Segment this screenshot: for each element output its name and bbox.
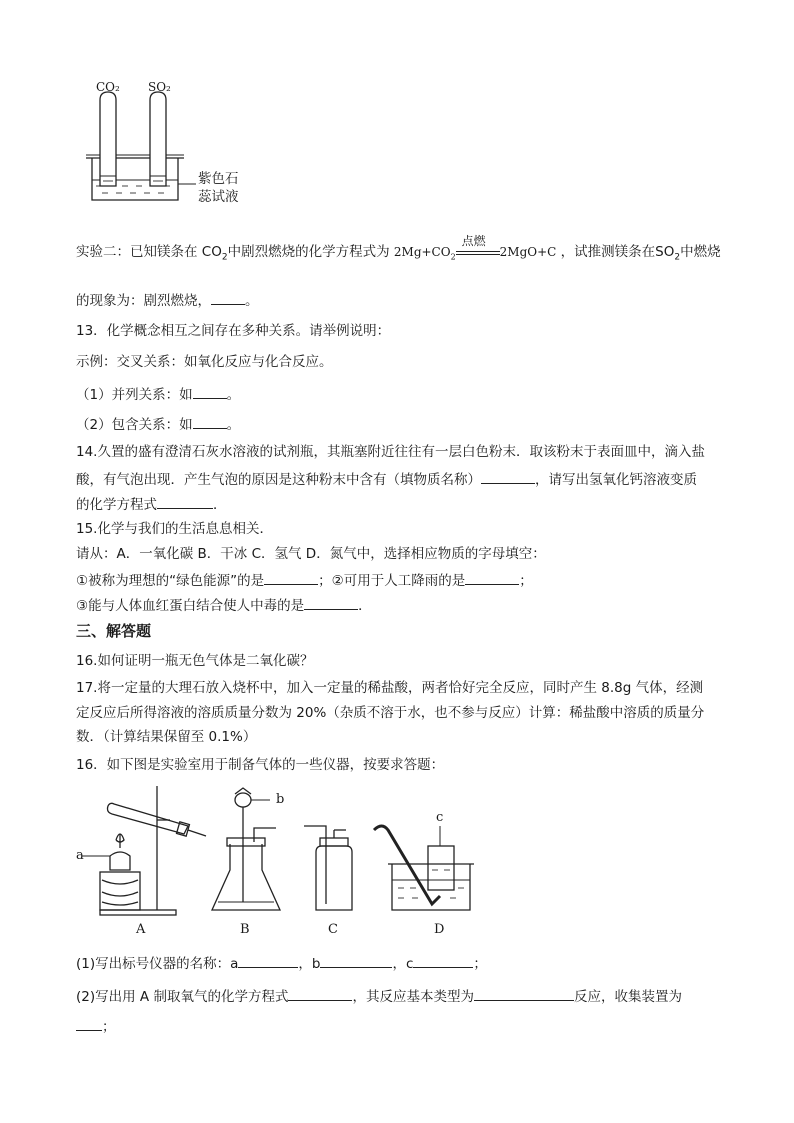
q16b-part2: (2)写出用 A 制取氧气的化学方程式 ，其反应基本类型为 反应，收集装置为 [76,986,682,1006]
instrument-b-blank[interactable] [320,953,392,968]
instrument-a-blank[interactable] [238,953,298,968]
q16b-title: 16．如下图是实验室用于制备气体的一些仪器，按要求答题： [76,757,445,773]
q15-rain-blank[interactable] [465,570,519,585]
q14-line2: 酸，有气泡出现．产生气泡的原因是这种粉末中含有（填物质名称） ，请写出氢氧化钙溶液变质 [76,469,697,489]
q13-example: 示例：交叉关系：如氧化反应与化合反应。 [76,354,333,370]
q13-part2: （2）包含关系：如 。 [76,414,240,434]
q16b-part1: (1)写出标号仪器的名称：a ，b ，c ； [76,953,487,973]
q14-line1: 14.久置的盛有澄清石灰水溶液的试剂瓶，其瓶塞附近往往有一层白色粉末．取该粉末于表面皿中，滴入盐 [76,444,705,460]
figure-apparatus [70,784,490,944]
q15-title: 15.化学与我们的生活息息相关． [76,521,273,537]
q15-options: 请从：A．一氧化碳 B．干冰 C．氢气 D．氮气中，选择相应物质的字母填空： [76,546,546,562]
apparatus-drawing [70,784,490,944]
q17-line2: 定反应后所得溶液的溶质质量分数为 20%（杂质不溶于水，也不参与反应）计算：稀盐酸中溶质的质量分 [76,705,705,721]
instrument-c-blank[interactable] [413,953,473,968]
q16a-question: 16.如何证明一瓶无色气体是二氧化碳？ [76,653,314,669]
q17-line1: 17.将一定量的大理石放入烧杯中，加入一定量的稀盐酸，两者恰好完全反应，同时产生 8.8g 气体，经测 [76,680,704,696]
q13-title: 13．化学概念相互之间存在多种关系。请举例说明： [76,323,391,339]
label-A: A [136,922,146,937]
q14-line3: 的化学方程式 ． [76,494,227,514]
q15-green-energy-blank[interactable] [264,570,318,585]
q17-line3: 数．（计算结果保留至 0.1%） [76,729,257,745]
q15-line1: ①被称为理想的“绿色能源”的是 ；②可用于人工降雨的是 ； [76,570,533,590]
label-C: C [328,922,338,937]
exp2-answer-blank[interactable] [211,290,245,305]
reaction-arrow [456,233,500,258]
q16b-part2-cont: ； [76,1016,116,1036]
chemical-equation: $2Mg+CO_2$ 点燃 2MgO+C [393,233,557,262]
label-D: D [434,922,445,937]
q15-poison-blank[interactable] [304,595,358,610]
q14-substance-blank[interactable] [481,469,535,484]
q13-part1: （1）并列关系：如 。 [76,384,240,404]
label-a: a [76,848,84,863]
label-c: c [436,810,444,825]
litmus-label-line2: 蕊试液 [198,189,239,205]
label-B: B [240,922,250,937]
label-b: b [276,792,285,807]
exp2-line1: 实验二：已知镁条在 $CO_2$中剧烈燃烧的化学方程式为 $2Mg+CO_2$ 点燃 2MgO+C ，试推测镁条在$SO_2$中燃烧 [76,243,721,267]
q14-equation-blank[interactable] [157,494,213,509]
q13-part1-blank[interactable] [193,384,227,399]
exp2-line2: 的现象为：剧烈燃烧， 。 [76,290,259,310]
co2-label: CO₂ [96,80,120,94]
q15-line2: ③能与人体血红蛋白结合使人中毒的是 ． [76,595,372,615]
q13-part2-blank[interactable] [193,414,227,429]
section-heading: 三、解答题 [76,622,152,640]
so2-label: SO₂ [148,80,171,94]
reaction-type-blank[interactable] [474,986,574,1001]
litmus-label-line1: 紫色石 [198,171,239,187]
reaction-condition: 点燃 [461,233,486,248]
collection-device-blank[interactable] [76,1016,102,1031]
oxygen-equation-blank[interactable] [288,986,352,1001]
figure-litmus-tubes [82,80,262,210]
